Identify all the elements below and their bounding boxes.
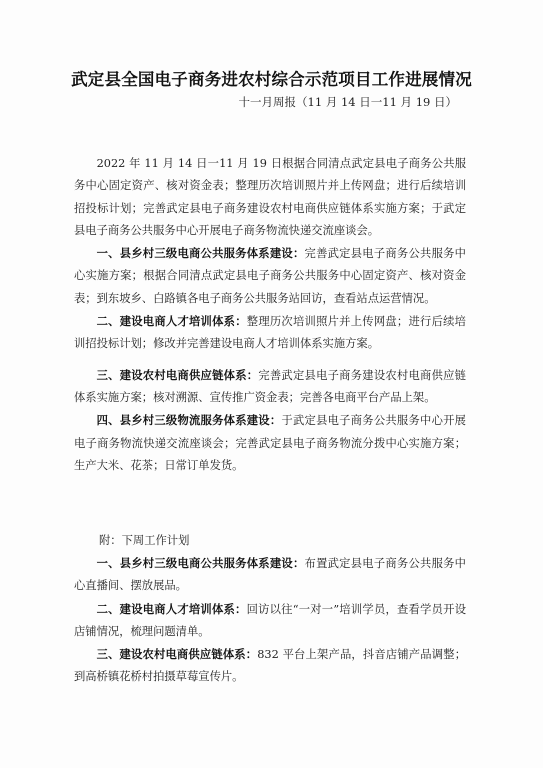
plan-item-2-text: 回访以往“一对一”培训学员，查看学员开设店铺情况，梳理问题清单。 — [74, 602, 466, 638]
progress-item-1 — [74, 242, 466, 310]
plan-heading: 附：下周工作计划 — [99, 534, 190, 547]
progress-item-2-text: 整理历次培训照片并上传网盘；进行后续培训招投标计划；修改并完善建设电商人才培训体系实施方案。 — [74, 315, 466, 351]
plan-item-2 — [74, 598, 466, 644]
plan-item-1-text: 布置武定县电子商务公共服务中心直播间、摆放展品。 — [74, 557, 466, 593]
plan-item-3-text: 832 平台上架产品，抖音店铺产品调整；到高桥镇花桥村拍摄草莓宣传片。 — [74, 648, 466, 684]
progress-item-4-text: 于武定县电子商务公共服务中心开展电子商务物流快递交流座谈会；完善武定县电子商务物流分拨中心实施方案；生产大米、花茶；日常订单发货。 — [74, 414, 466, 472]
plan-item-3 — [74, 643, 466, 689]
progress-item-4 — [74, 409, 466, 477]
plan-item-1-lead: 一、县乡村三级电商公共服务体系建设： — [96, 556, 305, 570]
document-title: 武定县全国电子商务进农村综合示范项目工作进展情况 — [71, 70, 472, 89]
progress-item-3-text: 完善武定县电子商务建设农村电商供应链体系实施方案；核对溯源、宣传推广资金表；完善各电商平台产品上架。 — [74, 368, 466, 404]
plan-item-3-lead: 三、建设农村电商供应链体系： — [96, 647, 258, 662]
progress-item-4-lead: 四、县乡村三级物流服务体系建设： — [96, 413, 282, 428]
progress-item-2 — [74, 310, 466, 356]
plan-section — [74, 552, 466, 689]
progress-item-1-text: 完善武定县电子商务公共服务中心实施方案；根据合同清点武定县电子商务公共服务中心固定资产、核对资金表；到东坡乡、白路镇各电子商务公共服务站回访，查看站点运营情况。 — [74, 247, 466, 305]
progress-section — [74, 153, 466, 477]
plan-item-2-lead: 二、建设电商人才培训体系： — [96, 601, 247, 616]
progress-item-2-lead: 二、建设电商人才培训体系： — [96, 314, 247, 329]
plan-item-1 — [74, 552, 466, 598]
progress-item-3 — [74, 364, 466, 410]
progress-item-3-lead: 三、建设农村电商供应链体系： — [96, 367, 259, 382]
document-subtitle: 十一月周报（11 月 14 日一11 月 19 日） — [238, 95, 457, 109]
progress-item-1-lead: 一、县乡村三级电商公共服务体系建设： — [96, 246, 305, 261]
intro-paragraph: 2022 年 11 月 14 日一11 月 19 日根据合同清点武定县电子商务公共服务中心固定资产、核对资金表；整理历次培训照片并上传网盘；进行后续培训招投标计划；完善武定县电子商务建设农村电商供应链体系实施方案；于武定县电子商务公共服务中心开展电子商务物流快递交流座谈会。 — [74, 157, 466, 237]
